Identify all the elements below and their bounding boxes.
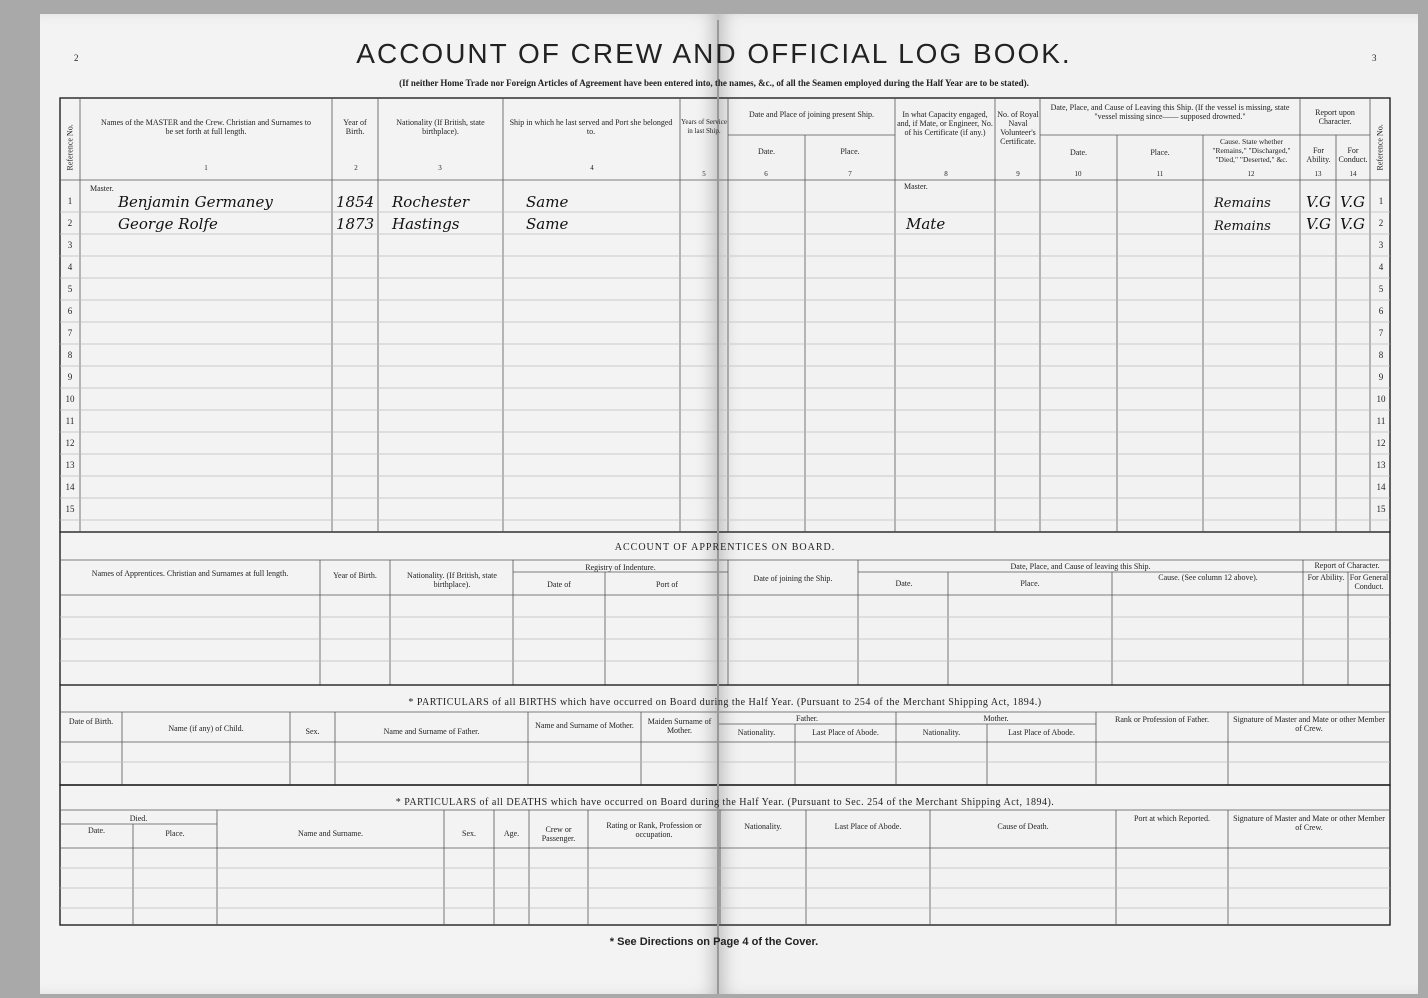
row-number: 5: [67, 284, 73, 294]
births-mother-nationality: Nationality.: [922, 728, 961, 737]
births-mother-name: Name and Surname of Mother.: [535, 721, 634, 730]
row-number: 11: [1376, 416, 1386, 426]
col-number: 11: [1156, 170, 1164, 178]
appr-leaving-group: Date, Place, and Cause of leaving this Ship.: [1010, 562, 1151, 571]
entry-ability: V.G: [1306, 215, 1331, 233]
col-number: 4: [590, 164, 594, 172]
deaths-port: Port at which Reported.: [1134, 814, 1210, 823]
entry-name: George Rolfe: [118, 215, 218, 233]
entry-conduct: V.G: [1340, 193, 1365, 211]
entry-cause: Remains: [1214, 219, 1271, 234]
col-number: 9: [1016, 170, 1020, 178]
deaths-cause: Cause of Death.: [997, 822, 1049, 831]
deaths-date: Date.: [87, 826, 106, 835]
row-number: 5: [1378, 284, 1384, 294]
col-number: 12: [1247, 170, 1255, 178]
header-joining-date: Date.: [757, 147, 776, 156]
births-signature: Signature of Master and Mate or other Member of Crew.: [1233, 715, 1385, 733]
appr-nationality: Nationality. (If British, state birthplace).: [407, 571, 497, 589]
row-number: 4: [67, 262, 73, 272]
births-father-abode: Last Place of Abode.: [812, 728, 879, 737]
header-nationality: Nationality (If British, state birthplace).: [396, 118, 485, 136]
ref-header-right: Reference No.: [1375, 124, 1385, 171]
entry-ship: Same: [526, 215, 569, 233]
row-number: 12: [65, 438, 75, 448]
deaths-signature: Signature of Master and Mate or other Member of Crew.: [1233, 814, 1385, 832]
births-mother-abode: Last Place of Abode.: [1008, 728, 1075, 737]
page-subtitle: (If neither Home Trade nor Foreign Articles of Agreement have been entered into, the names, &c., of all the Seamen employed during the Half Year are to be stated).: [399, 78, 1029, 88]
appr-cause: Cause. (See column 12 above).: [1158, 573, 1258, 582]
header-capacity: In what Capacity engaged, and, if Mate, or Engineer, No. of his Certificate (if any.): [897, 110, 993, 137]
entry-name: Benjamin Germaney: [118, 193, 273, 211]
entry-nationality: Rochester: [392, 193, 470, 211]
header-leaving-group: Date, Place, and Cause of Leaving this Ship. (If the vessel is missing, state "vessel missing since—— supposed drowned.": [1050, 103, 1290, 121]
header-years-service: Years of Service in last Ship.: [681, 118, 727, 135]
entry-year: 1873: [336, 215, 375, 233]
header-names: Names of the MASTER and the Crew. Christian and Surnames to be set forth at full length.: [101, 118, 311, 136]
appr-joining: Date of joining the Ship.: [753, 574, 833, 583]
births-father-group: Father.: [796, 714, 818, 723]
row-number: 9: [1378, 372, 1384, 382]
row-number: 1: [67, 196, 73, 206]
deaths-age: Age.: [503, 829, 520, 838]
col-number: 3: [438, 164, 442, 172]
header-leaving-place: Place.: [1150, 148, 1170, 157]
births-date: Date of Birth.: [68, 717, 114, 726]
header-joining-group: Date and Place of joining present Ship.: [748, 110, 875, 119]
page-number-left: 2: [74, 53, 79, 63]
row-number: 8: [1378, 350, 1384, 360]
births-sex: Sex.: [305, 727, 320, 736]
header-conduct: For Conduct.: [1338, 146, 1368, 164]
deaths-nationality: Nationality.: [744, 822, 782, 831]
appr-names: Names of Apprentices. Christian and Surnames at full length.: [91, 569, 289, 578]
row-number: 3: [1378, 240, 1384, 250]
row-number: 8: [67, 350, 73, 360]
row-number: 12: [1376, 438, 1386, 448]
entry-cause: Remains: [1214, 196, 1271, 211]
row-number: 13: [1376, 460, 1386, 470]
col-number: 8: [944, 170, 948, 178]
row-number: 3: [67, 240, 73, 250]
header-report-group: Report upon Character.: [1315, 108, 1355, 126]
appr-year: Year of Birth.: [333, 571, 377, 580]
row-number: 15: [1376, 504, 1386, 514]
deaths-crew: Crew or Passenger.: [541, 825, 576, 843]
row-number: 9: [67, 372, 73, 382]
row-number: 11: [65, 416, 75, 426]
col-number: 14: [1349, 170, 1357, 178]
row-number: 1: [1378, 196, 1384, 206]
header-leaving-date: Date.: [1069, 148, 1088, 157]
row-number: 2: [1378, 218, 1384, 228]
births-father-nationality: Nationality.: [737, 728, 776, 737]
row-number: 6: [1378, 306, 1384, 316]
header-ability: For Ability.: [1306, 146, 1331, 164]
header-year: Year of Birth.: [343, 118, 367, 136]
col-number: 5: [702, 170, 706, 178]
page-title: ACCOUNT OF CREW AND OFFICIAL LOG BOOK.: [356, 38, 1072, 69]
row-number: 10: [1376, 394, 1386, 404]
row-number: 14: [1376, 482, 1386, 492]
births-father-name: Name and Surname of Father.: [383, 727, 480, 736]
row-number: 15: [65, 504, 75, 514]
entry-year: 1854: [336, 193, 375, 211]
entry-ability: V.G: [1306, 193, 1331, 211]
appr-ability: For Ability.: [1307, 573, 1345, 582]
births-maiden: Maiden Surname of Mother.: [647, 717, 712, 735]
col-number: 7: [848, 170, 852, 178]
deaths-sex: Sex.: [462, 829, 476, 838]
row-number: 13: [65, 460, 75, 470]
appr-registry-group: Registry of Indenture.: [585, 563, 656, 572]
header-ship: Ship in which he last served and Port she belonged to.: [509, 118, 673, 136]
deaths-name: Name and Surname.: [297, 829, 364, 838]
births-title: * PARTICULARS of all BIRTHS which have occurred on Board during the Half Year. (Pursuant to 254 of the Merchant Shipping Act, 1894.): [408, 697, 1042, 708]
footer-note: * See Directions on Page 4 of the Cover.: [609, 936, 819, 948]
entry-nationality: Hastings: [392, 215, 460, 233]
appr-registry-date: Date of: [547, 580, 571, 589]
row-number: 10: [65, 394, 75, 404]
row-number: 7: [67, 328, 73, 338]
deaths-abode: Last Place of Abode.: [834, 822, 902, 831]
births-rank: Rank or Profession of Father.: [1115, 715, 1209, 724]
entry-conduct: V.G: [1340, 215, 1365, 233]
header-naval: No. of Royal Naval Volunteer's Certificate.: [997, 110, 1039, 146]
apprentices-title: ACCOUNT OF APPRENTICES ON BOARD.: [614, 542, 836, 553]
page-number-right: 3: [1372, 53, 1377, 63]
appr-conduct: For General Conduct.: [1349, 573, 1389, 591]
row-number: 7: [1378, 328, 1384, 338]
master-label: Master.: [90, 184, 114, 193]
row-number: 4: [1378, 262, 1384, 272]
col-number: 10: [1074, 170, 1082, 178]
deaths-rating: Rating or Rank, Profession or occupation.: [606, 821, 702, 839]
appr-report-group: Report of Character.: [1314, 561, 1380, 570]
appr-date: Date.: [895, 579, 913, 588]
col-number: 2: [354, 164, 358, 172]
births-name: Name (if any) of Child.: [168, 724, 244, 733]
ref-header-left: Reference No.: [65, 124, 75, 171]
row-number: 2: [67, 218, 73, 228]
entry-capacity: Mate: [906, 215, 946, 233]
col-number: 6: [764, 170, 768, 178]
deaths-died: Died.: [129, 814, 148, 823]
births-mother-group: Mother.: [983, 714, 1009, 723]
appr-registry-port: Port of: [656, 580, 678, 589]
deaths-place: Place.: [165, 829, 185, 838]
row-number: 14: [65, 482, 75, 492]
col-number: 1: [204, 164, 208, 172]
col-number: 13: [1314, 170, 1322, 178]
header-joining-place: Place.: [840, 147, 860, 156]
entry-ship: Same: [526, 193, 569, 211]
header-cause: Cause. State whether "Remains," "Discharged," "Died," "Deserted," &c.: [1212, 137, 1291, 164]
deaths-title: * PARTICULARS of all DEATHS which have occurred on Board during the Half Year. (Pursuant to Sec. 254 of the Merchant Shipping Act, 1894).: [395, 797, 1055, 808]
appr-place: Place.: [1020, 579, 1040, 588]
row-number: 6: [67, 306, 73, 316]
capacity-master-label: Master.: [904, 182, 928, 191]
